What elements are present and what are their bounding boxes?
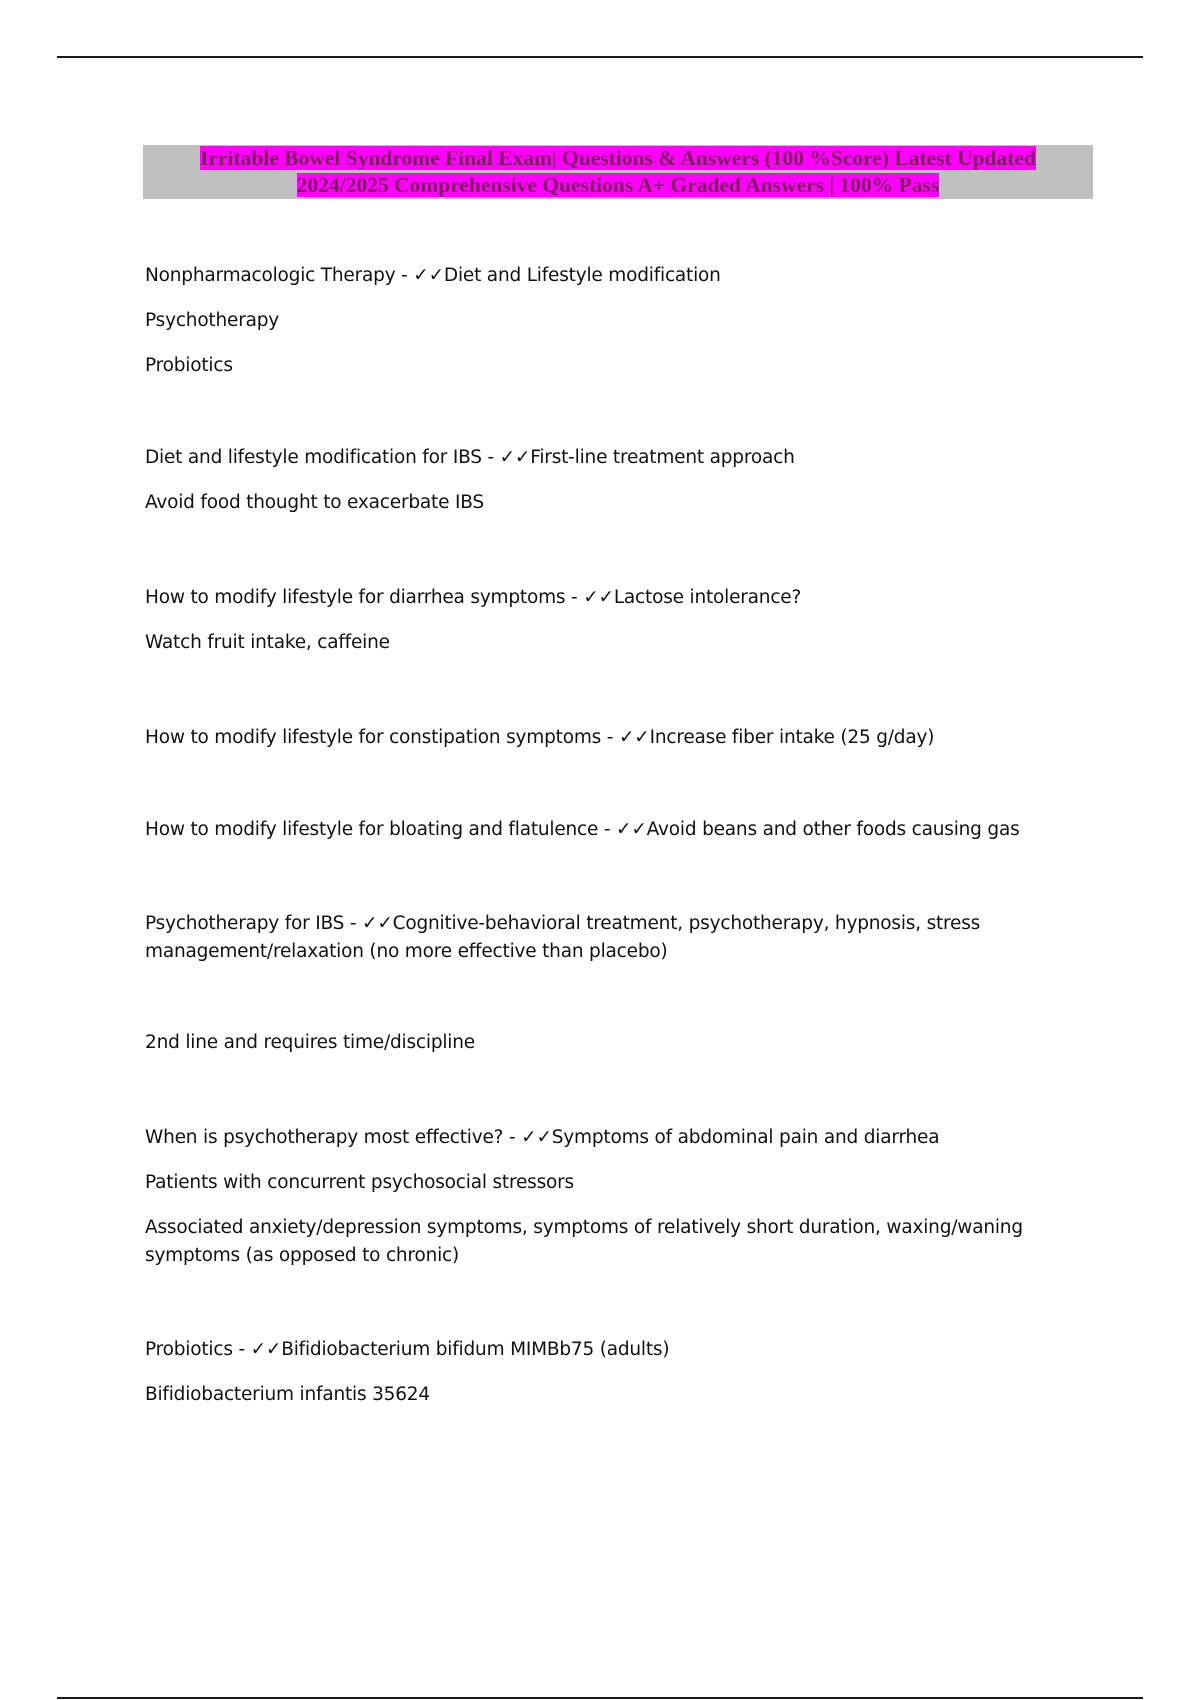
answer-extra: Watch fruit intake, caffeine [145, 632, 390, 653]
check-separator: - ✓✓ [395, 265, 444, 286]
qa-item [145, 816, 1045, 844]
question-text: How to modify lifestyle for diarrhea symptoms [145, 587, 566, 608]
answer-text: First-line treatment approach [530, 447, 795, 468]
question-text: Nonpharmacologic Therapy [145, 265, 396, 286]
answer-text: Diet and Lifestyle modification [443, 265, 721, 286]
qa-item [145, 1029, 1045, 1057]
answer-extra: Psychotherapy [145, 310, 280, 331]
qa-list [145, 262, 1045, 1409]
check-separator: - ✓✓ [503, 1127, 552, 1148]
question-text: When is psychotherapy most effective? [145, 1127, 504, 1148]
question-text: Probiotics [145, 1339, 233, 1360]
qa-item [145, 444, 1045, 472]
qa-item [145, 262, 1045, 290]
qa-item [145, 910, 1045, 966]
check-separator: - ✓✓ [344, 913, 393, 934]
question-text: Diet and lifestyle modification for IBS [145, 447, 482, 468]
qa-item [145, 1124, 1045, 1152]
check-separator: - ✓✓ [601, 727, 650, 748]
answer-extra: Probiotics [145, 355, 233, 376]
answer-text: Lactose intolerance? [613, 587, 802, 608]
check-separator: - ✓✓ [598, 819, 647, 840]
qa-item [145, 584, 1045, 612]
answer-extra: Bifidiobacterium infantis 35624 [145, 1384, 430, 1405]
answer-extra: Avoid food thought to exacerbate IBS [145, 492, 484, 513]
question-text: Psychotherapy for IBS [145, 913, 345, 934]
qa-item [145, 1336, 1045, 1364]
check-separator: - ✓✓ [481, 447, 531, 468]
title-line-1: Irritable Bowel Syndrome Final Exam| Questions & Answers (100 %Score) Latest Updated [200, 146, 1036, 170]
answer-extra: Associated anxiety/depression symptoms, symptoms of relatively short duration, waxing/waning symptoms (as opposed to chronic) [145, 1217, 1023, 1266]
header-rule [57, 56, 1143, 58]
answer-extra: Patients with concurrent psychosocial stressors [145, 1172, 574, 1193]
question-text: How to modify lifestyle for constipation symptoms [145, 727, 602, 748]
check-separator: - ✓✓ [232, 1339, 282, 1360]
answer-text: Cognitive-behavioral treatment, psychotherapy, hypnosis, stress management/relaxation (no more effective than placebo) [145, 913, 981, 962]
answer-text: 2nd line and requires time/discipline [145, 1032, 475, 1053]
question-text: How to modify lifestyle for bloating and flatulence [145, 819, 599, 840]
answer-text: Symptoms of abdominal pain and diarrhea [551, 1127, 940, 1148]
answer-text: Bifidiobacterium bifidum MIMBb75 (adults) [281, 1339, 670, 1360]
footer-rule [57, 1697, 1143, 1699]
answer-text: Increase fiber intake (25 g/day) [649, 727, 935, 748]
answer-text: Avoid beans and other foods causing gas [646, 819, 1020, 840]
qa-item [145, 724, 1045, 752]
title-line-2: 2024/2025 Comprehensive Questions A+ Graded Answers | 100% Pass [296, 173, 940, 197]
document-title [143, 145, 1093, 199]
check-separator: - ✓✓ [565, 587, 614, 608]
